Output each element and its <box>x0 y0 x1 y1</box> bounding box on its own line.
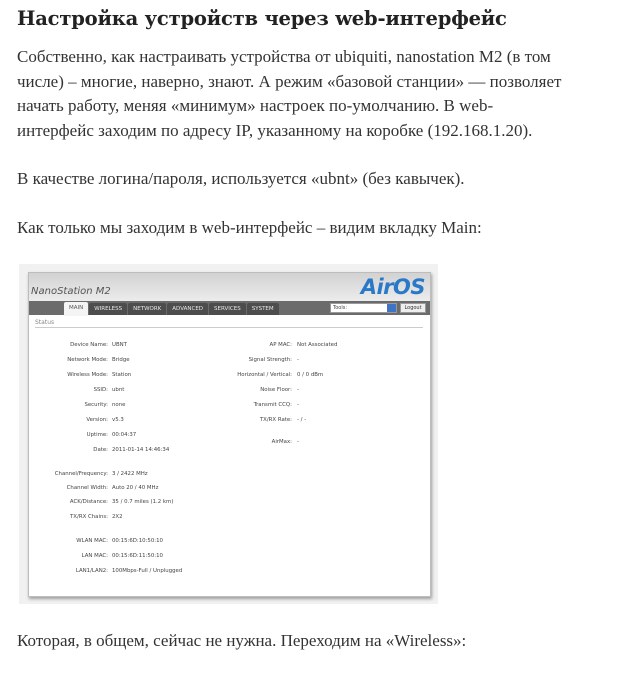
tools-select[interactable] <box>330 303 397 313</box>
status-label: Uptime: <box>86 432 108 438</box>
airos-window <box>28 272 431 597</box>
status-label: ACK/Distance: <box>69 499 108 505</box>
status-label: Device Name: <box>70 342 108 348</box>
status-section-title: Status <box>35 319 55 326</box>
status-value: 3 / 2422 MHz <box>112 471 148 477</box>
paragraph-main-tab: Как только мы заходим в web-интерфейс – видим вкладку Main: <box>17 218 482 237</box>
status-value: v5.3 <box>112 417 124 423</box>
status-divider <box>35 327 423 328</box>
status-value: Auto 20 / 40 MHz <box>112 485 159 491</box>
status-value: - <box>297 402 299 408</box>
paragraph-login: В качестве логина/пароля, используется «ubnt» (без кавычек). <box>17 169 465 188</box>
status-value: Bridge <box>112 357 130 363</box>
tools-label: Tools: <box>333 305 348 311</box>
status-value: 2011-01-14 14:46:34 <box>112 447 170 453</box>
logout-button[interactable]: Logout <box>400 303 426 313</box>
tab-system[interactable]: SYSTEM <box>247 303 279 315</box>
status-label: Horizontal / Vertical: <box>237 372 292 378</box>
status-label: Transmit CCQ: <box>253 402 292 408</box>
airos-screenshot <box>19 264 438 604</box>
status-label: Version: <box>86 417 108 423</box>
status-value: 2X2 <box>112 514 123 520</box>
status-label: Signal Strength: <box>248 357 292 363</box>
airos-tabbar <box>29 301 430 315</box>
status-label: SSID: <box>93 387 108 393</box>
status-value: 0 / 0 dBm <box>297 372 324 378</box>
status-value: 35 / 0.7 miles (1.2 km) <box>112 499 174 505</box>
paragraph-wireless: Которая, в общем, сейчас не нужна. Переходим на «Wireless»: <box>17 631 467 650</box>
status-value: UBNT <box>112 342 127 348</box>
tab-wireless[interactable]: WIRELESS <box>89 303 127 315</box>
tab-network[interactable]: NETWORK <box>128 303 166 315</box>
status-label: Date: <box>93 447 108 453</box>
airos-tabs <box>64 303 279 316</box>
paragraph-line: начать работу, меняя «минимум» настроек по-умолчанию. В web- <box>17 96 494 115</box>
status-value: - <box>297 387 299 393</box>
airos-logo: AirOS <box>360 275 425 299</box>
status-value: Not Associated <box>297 342 338 348</box>
status-label: Network Mode: <box>67 357 108 363</box>
status-label: AirMax: <box>271 439 292 445</box>
status-value: 00:15:6D:11:50:10 <box>112 553 163 559</box>
status-label: WLAN MAC: <box>76 538 108 544</box>
paragraph-intro <box>17 45 561 143</box>
chevron-down-icon <box>387 304 396 312</box>
status-label: AP MAC: <box>269 342 292 348</box>
status-label: Wireless Mode: <box>67 372 108 378</box>
status-value: Station <box>112 372 132 378</box>
status-value: 100Mbps-Full / Unplugged <box>112 568 183 574</box>
status-value: - <box>297 357 299 363</box>
status-label: TX/RX Chains: <box>70 514 108 520</box>
paragraph-line: числе) – многие, наверно, знают. А режим «базовой станции» — позволяет <box>17 71 562 91</box>
article-title: Настройка устройств через web-интерфейс <box>17 7 507 30</box>
tab-services[interactable]: SERVICES <box>209 303 246 315</box>
status-label: LAN1/LAN2: <box>75 568 108 574</box>
status-value: none <box>112 402 126 408</box>
status-label: TX/RX Rate: <box>259 417 292 423</box>
paragraph-line: интерфейс заходим по адресу IP, указанному на коробке (192.168.1.20). <box>17 120 533 140</box>
status-value: ubnt <box>112 387 125 393</box>
status-label: Noise Floor: <box>260 387 292 393</box>
status-label: LAN MAC: <box>81 553 108 559</box>
status-value: - <box>297 439 299 445</box>
status-value: 00:15:6D:10:50:10 <box>112 538 163 544</box>
airos-header <box>29 273 430 301</box>
tab-advanced[interactable]: ADVANCED <box>167 303 208 315</box>
device-brand: NanoStation M2 <box>31 286 111 297</box>
status-value: 00:04:37 <box>112 432 137 438</box>
status-value: - / - <box>297 417 307 423</box>
status-label: Security: <box>84 402 108 408</box>
status-label: Channel/Frequency: <box>54 471 108 477</box>
paragraph-line: Собственно, как настраивать устройства от ubiquiti, nanostation M2 (в том <box>17 47 551 66</box>
tab-main[interactable]: MAIN <box>64 302 88 316</box>
status-label: Channel Width: <box>66 485 108 491</box>
